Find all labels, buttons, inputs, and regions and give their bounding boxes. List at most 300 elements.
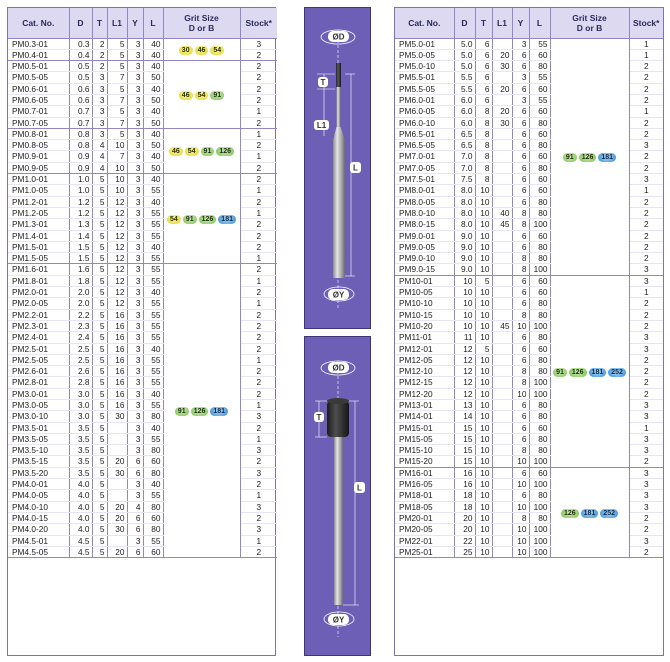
y-cell: 3 — [127, 490, 143, 501]
grit-badge: 46 — [179, 91, 193, 100]
d-cell: 6.0 — [454, 106, 475, 117]
l-cell: 100 — [529, 377, 550, 388]
table-row — [8, 264, 277, 275]
t-cell: 5 — [92, 490, 107, 501]
cat-no-cell: PM9.0-10 — [395, 253, 454, 264]
d-cell: 13 — [454, 400, 475, 411]
l1-cell — [492, 501, 512, 512]
l1-cell: 5 — [107, 49, 127, 60]
grit-badge: 181 — [598, 153, 616, 162]
l-cell: 40 — [143, 83, 163, 94]
stock-cell: 2 — [240, 83, 277, 94]
l1-cell — [492, 264, 512, 275]
stock-cell: 1 — [629, 185, 663, 196]
t-cell: 10 — [475, 422, 492, 433]
d-cell: 2.0 — [69, 287, 92, 298]
l1-cell: 10 — [107, 174, 127, 185]
cat-no-cell: PM6.5-01 — [395, 128, 454, 139]
stock-cell: 3 — [240, 467, 277, 478]
grit-size-cell — [550, 467, 629, 557]
col-header-d: D — [454, 8, 475, 38]
cat-no-cell: PM6.5-05 — [395, 140, 454, 151]
l-cell: 55 — [143, 298, 163, 309]
l1-cell: 12 — [107, 298, 127, 309]
stock-cell: 2 — [240, 49, 277, 60]
t-cell: 10 — [475, 219, 492, 230]
cat-no-cell: PM8.0-10 — [395, 207, 454, 218]
l-cell: 60 — [529, 185, 550, 196]
cat-no-cell: PM5.5-01 — [395, 72, 454, 83]
cat-no-cell: PM1.6-01 — [8, 264, 69, 275]
l1-cell — [492, 479, 512, 490]
l-cell: 80 — [529, 207, 550, 218]
y-cell: 3 — [127, 117, 143, 128]
y-cell: 3 — [127, 320, 143, 331]
cat-no-cell: PM1.0-01 — [8, 174, 69, 185]
cat-no-cell: PM10-05 — [395, 287, 454, 298]
d-cell: 4.0 — [69, 524, 92, 535]
l1-cell — [492, 185, 512, 196]
cat-no-cell: PM7.0-05 — [395, 162, 454, 173]
y-cell: 3 — [127, 230, 143, 241]
grit-header-line1: Grit Size — [572, 12, 607, 23]
l-cell: 80 — [529, 309, 550, 320]
l-cell: 55 — [143, 490, 163, 501]
y-cell: 10 — [512, 501, 529, 512]
y-cell: 8 — [512, 207, 529, 218]
stock-cell: 3 — [240, 445, 277, 456]
l-cell: 55 — [143, 185, 163, 196]
cat-no-cell: PM2.6-01 — [8, 366, 69, 377]
l1-cell: 30 — [492, 61, 512, 72]
cat-no-cell: PM8.0-15 — [395, 219, 454, 230]
table-row — [395, 275, 663, 286]
t-cell: 10 — [475, 354, 492, 365]
l1-cell: 5 — [107, 106, 127, 117]
y-cell: 6 — [512, 343, 529, 354]
d-cell: 1.5 — [69, 241, 92, 252]
l-cell: 80 — [529, 241, 550, 252]
y-cell: 3 — [127, 377, 143, 388]
y-cell: 6 — [512, 298, 529, 309]
cat-no-cell: PM1.3-01 — [8, 219, 69, 230]
stock-cell: 1 — [240, 128, 277, 139]
stock-cell: 1 — [240, 275, 277, 286]
grit-badge: 126 — [199, 215, 217, 224]
stock-cell: 2 — [240, 388, 277, 399]
l-cell: 100 — [529, 320, 550, 331]
y-cell: 3 — [127, 309, 143, 320]
d-cell: 9.0 — [454, 241, 475, 252]
d-cell: 5.0 — [454, 38, 475, 49]
y-cell: 3 — [127, 479, 143, 490]
t-cell: 5 — [92, 388, 107, 399]
stock-cell: 1 — [240, 207, 277, 218]
d-cell: 5.0 — [454, 61, 475, 72]
t-cell: 4 — [92, 151, 107, 162]
d-cell: 6.0 — [454, 94, 475, 105]
d-cell: 9.0 — [454, 264, 475, 275]
t-cell: 10 — [475, 467, 492, 478]
l1-cell — [492, 366, 512, 377]
left-table-header-row — [8, 8, 277, 38]
cat-no-cell: PM3.5-20 — [8, 467, 69, 478]
l-cell: 60 — [529, 128, 550, 139]
cat-no-cell: PM20-01 — [395, 512, 454, 523]
y-cell: 6 — [512, 117, 529, 128]
l-cell: 40 — [143, 49, 163, 60]
y-cell: 6 — [512, 422, 529, 433]
l-cell: 55 — [529, 72, 550, 83]
cat-no-cell: PM0.5-05 — [8, 72, 69, 83]
stock-cell: 3 — [240, 501, 277, 512]
y-cell: 6 — [512, 287, 529, 298]
d-cell: 8.0 — [454, 185, 475, 196]
table-row — [395, 38, 663, 49]
y-cell: 6 — [512, 106, 529, 117]
l1-cell: 16 — [107, 366, 127, 377]
y-cell: 3 — [127, 253, 143, 264]
col-header-cat-no: Cat. No. — [395, 8, 454, 38]
y-cell: 6 — [512, 185, 529, 196]
d-cell: 0.5 — [69, 72, 92, 83]
l1-cell: 16 — [107, 400, 127, 411]
cat-no-cell: PM1.2-01 — [8, 196, 69, 207]
d-cell: 18 — [454, 501, 475, 512]
t-cell: 10 — [475, 411, 492, 422]
stock-cell: 2 — [629, 94, 663, 105]
y-cell: 8 — [512, 253, 529, 264]
stock-cell: 3 — [629, 479, 663, 490]
t-cell: 5 — [92, 253, 107, 264]
label-l — [350, 162, 361, 173]
l-cell: 55 — [143, 535, 163, 546]
d-cell: 15 — [454, 433, 475, 444]
y-cell: 3 — [127, 38, 143, 49]
t-cell: 4 — [92, 140, 107, 151]
grit-badge: 252 — [600, 509, 618, 518]
y-cell: 6 — [512, 354, 529, 365]
l-cell: 80 — [143, 467, 163, 478]
cat-no-cell: PM1.5-01 — [8, 241, 69, 252]
l-cell: 50 — [143, 162, 163, 173]
shaft-dimension-diagram — [304, 7, 371, 329]
y-cell: 10 — [512, 456, 529, 467]
svg-text:T: T — [316, 413, 322, 422]
y-cell: 3 — [127, 128, 143, 139]
cylinder-diagram-svg — [305, 337, 370, 655]
l-cell: 60 — [529, 275, 550, 286]
stock-cell: 2 — [629, 196, 663, 207]
stock-cell: 3 — [240, 524, 277, 535]
l-cell: 40 — [143, 388, 163, 399]
d-cell: 2.4 — [69, 332, 92, 343]
l1-cell — [492, 140, 512, 151]
stock-cell: 2 — [629, 151, 663, 162]
t-cell: 10 — [475, 456, 492, 467]
d-cell: 3.5 — [69, 445, 92, 456]
d-cell: 2.8 — [69, 377, 92, 388]
l-cell: 100 — [529, 479, 550, 490]
l-cell: 60 — [529, 151, 550, 162]
d-cell: 5.5 — [454, 83, 475, 94]
stock-cell: 1 — [240, 400, 277, 411]
cat-no-cell: PM12-15 — [395, 377, 454, 388]
stock-cell: 2 — [240, 219, 277, 230]
cat-no-cell: PM4.0-05 — [8, 490, 69, 501]
grit-badge: 54 — [210, 46, 224, 55]
stock-cell: 2 — [240, 230, 277, 241]
l1-cell — [492, 128, 512, 139]
stock-cell: 2 — [240, 309, 277, 320]
l1-cell — [492, 241, 512, 252]
d-cell: 7.5 — [454, 174, 475, 185]
l-cell: 80 — [529, 140, 550, 151]
d-cell: 0.7 — [69, 117, 92, 128]
col-header-t: T — [92, 8, 107, 38]
cat-no-cell: PM0.9-01 — [8, 151, 69, 162]
l1-cell — [492, 400, 512, 411]
y-cell: 3 — [127, 422, 143, 433]
stock-cell: 2 — [240, 456, 277, 467]
d-cell: 0.4 — [69, 49, 92, 60]
y-cell: 3 — [127, 535, 143, 546]
stock-cell: 1 — [240, 106, 277, 117]
t-cell: 10 — [475, 253, 492, 264]
y-cell: 6 — [512, 400, 529, 411]
y-cell: 6 — [512, 140, 529, 151]
grit-badge: 91 — [553, 368, 567, 377]
d-cell: 3.5 — [69, 467, 92, 478]
l1-cell — [107, 535, 127, 546]
l-cell: 80 — [143, 411, 163, 422]
l-cell: 80 — [143, 445, 163, 456]
col-header-stock: Stock* — [240, 8, 277, 38]
t-cell: 10 — [475, 445, 492, 456]
t-cell: 5 — [92, 196, 107, 207]
t-cell: 5 — [92, 400, 107, 411]
d-cell: 18 — [454, 490, 475, 501]
d-cell: 1.2 — [69, 207, 92, 218]
t-cell: 6 — [475, 72, 492, 83]
d-cell: 20 — [454, 524, 475, 535]
t-cell: 10 — [475, 185, 492, 196]
d-cell: 0.8 — [69, 128, 92, 139]
stock-cell: 2 — [240, 377, 277, 388]
t-cell: 5 — [92, 343, 107, 354]
t-cell: 10 — [475, 535, 492, 546]
stock-cell: 2 — [240, 140, 277, 151]
l1-cell: 16 — [107, 309, 127, 320]
t-cell: 5 — [92, 275, 107, 286]
d-cell: 12 — [454, 343, 475, 354]
d-cell: 2.0 — [69, 298, 92, 309]
grit-badge: 252 — [608, 368, 626, 377]
y-cell: 8 — [512, 377, 529, 388]
cat-no-cell: PM7.0-01 — [395, 151, 454, 162]
l1-cell: 16 — [107, 377, 127, 388]
stock-cell: 2 — [629, 207, 663, 218]
d-cell: 3.0 — [69, 400, 92, 411]
y-cell: 3 — [127, 106, 143, 117]
svg-text:L: L — [357, 483, 362, 493]
t-cell: 10 — [475, 287, 492, 298]
stock-cell: 1 — [240, 298, 277, 309]
y-cell: 3 — [127, 94, 143, 105]
l-cell: 55 — [143, 275, 163, 286]
cat-no-cell: PM6.0-10 — [395, 117, 454, 128]
y-cell: 6 — [127, 467, 143, 478]
l-cell: 80 — [529, 298, 550, 309]
t-cell: 5 — [92, 512, 107, 523]
d-cell: 0.6 — [69, 94, 92, 105]
y-cell: 6 — [127, 546, 143, 557]
l1-cell — [107, 433, 127, 444]
cat-no-cell: PM1.5-05 — [8, 253, 69, 264]
l-cell: 80 — [529, 490, 550, 501]
grit-header-line2: D or B — [576, 22, 603, 33]
stock-cell: 1 — [629, 287, 663, 298]
d-cell: 0.8 — [69, 140, 92, 151]
l-cell: 50 — [143, 72, 163, 83]
d-cell: 8.0 — [454, 219, 475, 230]
stock-cell: 2 — [240, 61, 277, 72]
cat-no-cell: PM5.0-01 — [395, 38, 454, 49]
stock-cell: 2 — [629, 219, 663, 230]
cat-no-cell: PM9.0-01 — [395, 230, 454, 241]
l-cell: 55 — [143, 264, 163, 275]
grit-badge: 126 — [561, 509, 579, 518]
t-cell: 10 — [475, 400, 492, 411]
y-cell: 3 — [512, 72, 529, 83]
d-cell: 6.5 — [454, 128, 475, 139]
cat-no-cell: PM18-05 — [395, 501, 454, 512]
l1-cell — [492, 151, 512, 162]
l-cell: 80 — [529, 332, 550, 343]
cat-no-cell: PM15-01 — [395, 422, 454, 433]
l1-cell: 40 — [492, 207, 512, 218]
cat-no-cell: PM2.0-01 — [8, 287, 69, 298]
l1-cell — [492, 433, 512, 444]
stock-cell: 2 — [629, 83, 663, 94]
label-od-top — [328, 31, 349, 42]
l1-cell: 7 — [107, 151, 127, 162]
left-table-body — [8, 38, 277, 558]
l-cell: 80 — [529, 253, 550, 264]
y-cell: 3 — [127, 411, 143, 422]
d-cell: 0.7 — [69, 106, 92, 117]
l1-cell — [492, 230, 512, 241]
grit-size-cell — [550, 38, 629, 275]
t-cell: 10 — [475, 490, 492, 501]
cat-no-cell: PM2.3-01 — [8, 320, 69, 331]
t-cell: 3 — [92, 106, 107, 117]
l1-cell — [492, 343, 512, 354]
l1-cell — [492, 535, 512, 546]
t-cell: 10 — [475, 377, 492, 388]
t-cell: 8 — [475, 117, 492, 128]
table-row — [395, 467, 663, 478]
y-cell: 3 — [127, 241, 143, 252]
l1-cell — [107, 479, 127, 490]
d-cell: 3.5 — [69, 456, 92, 467]
d-cell: 2.3 — [69, 320, 92, 331]
t-cell: 5 — [92, 241, 107, 252]
l-cell: 55 — [143, 377, 163, 388]
l1-cell: 20 — [107, 456, 127, 467]
l-cell: 55 — [143, 207, 163, 218]
label-t — [318, 77, 328, 87]
l1-cell: 12 — [107, 287, 127, 298]
cat-no-cell: PM5.5-05 — [395, 83, 454, 94]
cat-no-cell: PM10-15 — [395, 309, 454, 320]
l-cell: 55 — [143, 366, 163, 377]
stock-cell: 3 — [629, 490, 663, 501]
l1-cell: 12 — [107, 207, 127, 218]
l1-cell: 16 — [107, 388, 127, 399]
t-cell: 10 — [475, 298, 492, 309]
stock-cell: 2 — [629, 456, 663, 467]
d-cell: 0.9 — [69, 151, 92, 162]
label-oy-bottom — [328, 289, 349, 300]
d-cell: 15 — [454, 422, 475, 433]
grit-badge: 181 — [210, 407, 228, 416]
stock-cell: 2 — [240, 241, 277, 252]
l-cell: 40 — [143, 151, 163, 162]
l-cell: 100 — [529, 264, 550, 275]
l-cell: 100 — [529, 388, 550, 399]
cat-no-cell: PM10-20 — [395, 320, 454, 331]
stock-cell: 2 — [629, 162, 663, 173]
t-cell: 5 — [92, 535, 107, 546]
t-cell: 5 — [92, 309, 107, 320]
cat-no-cell: PM0.5-01 — [8, 61, 69, 72]
l-cell: 60 — [529, 422, 550, 433]
grit-badge: 126 — [216, 147, 234, 156]
cat-no-cell: PM5.0-05 — [395, 49, 454, 60]
y-cell: 10 — [512, 479, 529, 490]
cat-no-cell: PM2.5-01 — [8, 343, 69, 354]
t-cell: 5 — [92, 230, 107, 241]
cat-no-cell: PM10-01 — [395, 275, 454, 286]
d-cell: 4.0 — [69, 501, 92, 512]
right-table-body — [395, 38, 663, 558]
label-l1 — [314, 120, 329, 130]
right-spec-table — [395, 8, 663, 558]
y-cell: 3 — [512, 94, 529, 105]
grit-badge: 91 — [183, 215, 197, 224]
t-cell: 5 — [92, 366, 107, 377]
stock-cell: 2 — [629, 230, 663, 241]
t-cell: 10 — [475, 479, 492, 490]
y-cell: 8 — [512, 445, 529, 456]
col-header-d: D — [69, 8, 92, 38]
l1-cell: 5 — [107, 128, 127, 139]
l-cell: 60 — [529, 230, 550, 241]
d-cell: 10 — [454, 320, 475, 331]
l-cell: 60 — [529, 106, 550, 117]
stock-cell: 2 — [240, 264, 277, 275]
d-cell: 16 — [454, 467, 475, 478]
svg-text:L1: L1 — [316, 121, 327, 130]
stock-cell: 2 — [629, 61, 663, 72]
l1-cell — [492, 524, 512, 535]
cat-no-cell: PM3.5-15 — [8, 456, 69, 467]
d-cell: 3.0 — [69, 411, 92, 422]
cat-no-cell: PM25-01 — [395, 546, 454, 557]
cat-no-cell: PM8.0-05 — [395, 196, 454, 207]
l1-cell — [492, 422, 512, 433]
